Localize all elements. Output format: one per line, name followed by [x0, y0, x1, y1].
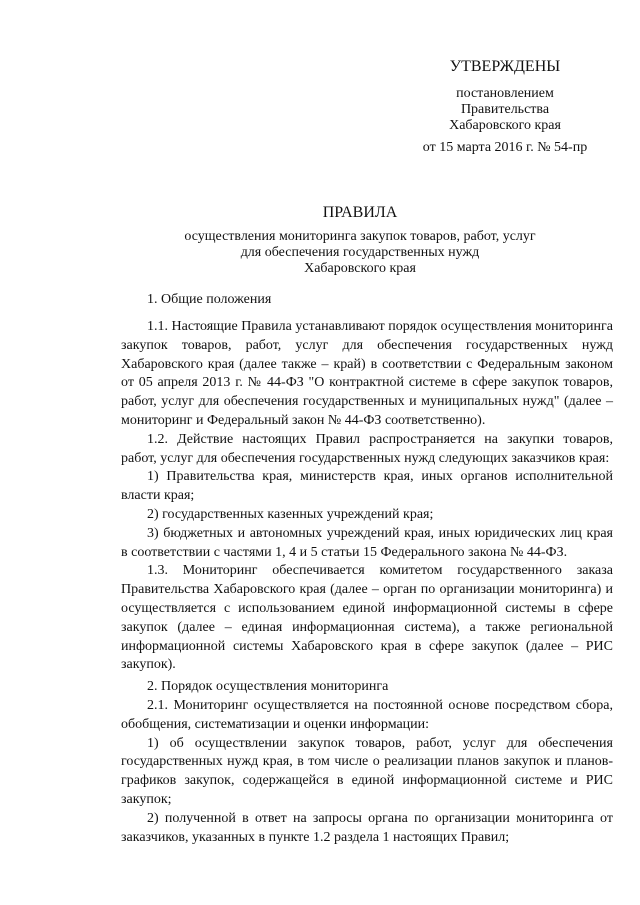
approval-line: Хабаровского края — [449, 118, 561, 133]
list-item: 1) Правительства края, министерств края, иных органов исполнительной власти края; — [121, 469, 613, 504]
document-subtitle-line: осуществления мониторинга закупок товаров, работ, услуг — [184, 229, 536, 244]
section-2-body — [121, 697, 613, 847]
paragraph: 2.1. Мониторинг осуществляется на постоянной основе посредством сбора, обобщения, систематизации и оценки информации: — [121, 698, 613, 732]
section-heading: 1. Общие положения — [147, 292, 272, 307]
approved-label: УТВЕРЖДЕНЫ — [449, 58, 561, 75]
list-item: 2) полученной в ответ на запросы органа по организации мониторинга от заказчиков, указанных в пункте 1.2 раздела 1 настоящих Правил; — [121, 810, 613, 845]
paragraph: 1.1. Настоящие Правила устанавливают порядок осуществления мониторинга закупок товаров, работ, услуг для обеспечения государственных нужд Хабаровского края (далее также – край) в соответствии с Федеральным законом от 05 апреля 2013 г. № 44-ФЗ "О контрактной системе в сфере закупок товаров, работ, услуг для обеспечения государственных и муниципальных нужд" (далее – мониторинг и Федеральный закон № 44-ФЗ соответственно). — [121, 319, 613, 428]
paragraph: 1.3. Мониторинг обеспечивается комитетом государственного заказа Правительства Хабаровского края (далее – орган по организации мониторинга) и осуществляется с использованием единой информационной системы в сфере закупок (далее – единая информационная система), а также региональной информационной системы Хабаровского края в сфере закупок (далее – РИС закупок). — [121, 563, 613, 673]
list-item: 1) об осуществлении закупок товаров, работ, услуг для обеспечения государственных нужд края, в том числе о реализации планов закупок и планов-графиков закупок, содержащейся в единой информационной системе и РИС закупок; — [121, 735, 613, 807]
document-subtitle-line: Хабаровского края — [304, 261, 416, 276]
approval-line: Правительства — [460, 102, 550, 117]
approval-line: постановлением — [456, 86, 554, 101]
approval-block — [400, 58, 610, 156]
section-1-body — [121, 318, 613, 675]
document-title-block — [100, 205, 620, 277]
section-heading: 2. Порядок осуществления мониторинга — [147, 679, 389, 694]
approval-date: от 15 марта 2016 г. № 54-пр — [422, 140, 588, 155]
list-item: 2) государственных казенных учреждений края; — [147, 506, 434, 522]
document-subtitle-line: для обеспечения государственных нужд — [240, 245, 480, 260]
paragraph: 1.2. Действие настоящих Правил распространяется на закупки товаров, работ, услуг для обеспечения государственных нужд следующих заказчиков края: — [121, 431, 613, 466]
list-item: 3) бюджетных и автономных учреждений края, иных юридических лиц края в соответствии с частями 1, 4 и 5 статьи 15 Федерального закона № 44-ФЗ. — [121, 525, 613, 560]
document-title: ПРАВИЛА — [322, 204, 398, 221]
